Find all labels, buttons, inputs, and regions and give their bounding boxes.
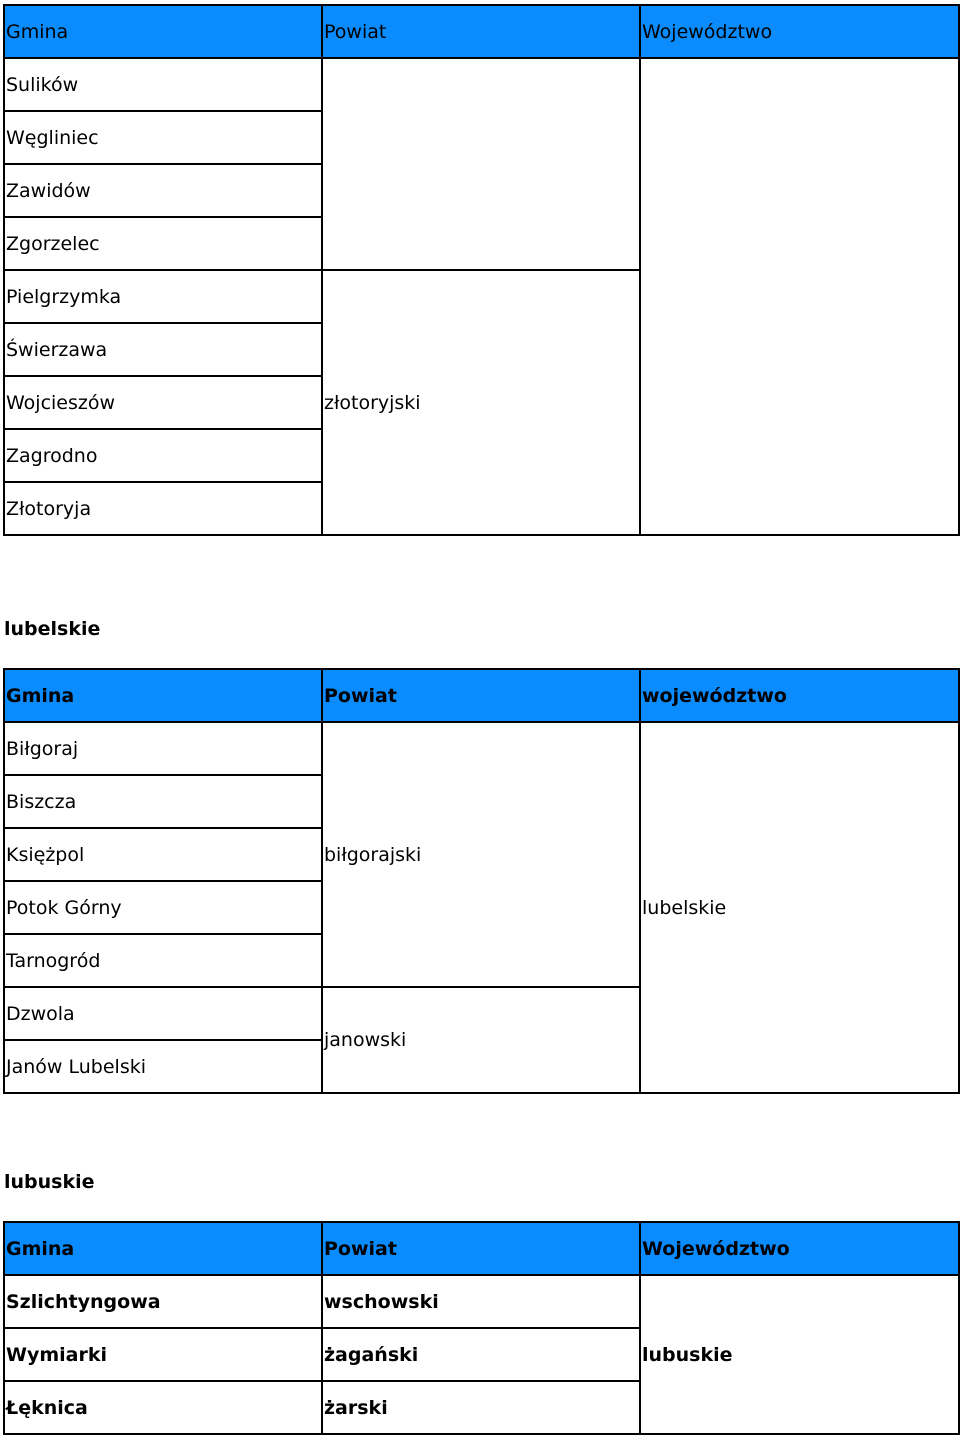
cell-powiat: janowski — [322, 987, 640, 1093]
cell-gmina: Zawidów — [4, 164, 322, 217]
cell-gmina: Zgorzelec — [4, 217, 322, 270]
table-header-row — [4, 669, 959, 722]
cell-powiat: biłgorajski — [322, 722, 640, 987]
cell-powiat: złotoryjski — [322, 270, 640, 535]
cell-wojewodztwo: lubelskie — [640, 722, 959, 1093]
section-title-lubelskie: lubelskie — [4, 618, 101, 640]
cell-powiat: żagański — [322, 1328, 640, 1381]
cell-gmina: Węgliniec — [4, 111, 322, 164]
cell-gmina: Złotoryja — [4, 482, 322, 535]
table-row — [4, 1275, 959, 1328]
header-powiat: Powiat — [322, 669, 640, 722]
header-powiat: Powiat — [322, 1222, 640, 1275]
table-lubuskie — [3, 1221, 960, 1435]
cell-powiat: żarski — [322, 1381, 640, 1434]
cell-wojewodztwo: lubuskie — [640, 1275, 959, 1434]
cell-gmina: Pielgrzymka — [4, 270, 322, 323]
header-wojewodztwo: Województwo — [640, 1222, 959, 1275]
cell-gmina: Wojcieszów — [4, 376, 322, 429]
cell-powiat — [322, 58, 640, 270]
table-lubelskie — [3, 668, 960, 1094]
cell-gmina: Księżpol — [4, 828, 322, 881]
table-header-row — [4, 5, 959, 58]
cell-gmina: Potok Górny — [4, 881, 322, 934]
cell-gmina: Biszcza — [4, 775, 322, 828]
table-dolnoslaskie — [3, 4, 960, 536]
cell-gmina: Tarnogród — [4, 934, 322, 987]
header-wojewodztwo: Województwo — [640, 5, 959, 58]
table-header-row — [4, 1222, 959, 1275]
header-gmina: Gmina — [4, 1222, 322, 1275]
cell-powiat: wschowski — [322, 1275, 640, 1328]
cell-gmina: Biłgoraj — [4, 722, 322, 775]
cell-gmina: Janów Lubelski — [4, 1040, 322, 1093]
section-title-lubuskie: lubuskie — [4, 1171, 95, 1193]
cell-gmina: Dzwola — [4, 987, 322, 1040]
header-gmina: Gmina — [4, 669, 322, 722]
cell-gmina: Szlichtyngowa — [4, 1275, 322, 1328]
header-wojewodztwo: województwo — [640, 669, 959, 722]
cell-gmina: Zagrodno — [4, 429, 322, 482]
table-row — [4, 58, 959, 111]
cell-gmina: Sulików — [4, 58, 322, 111]
header-powiat: Powiat — [322, 5, 640, 58]
header-gmina: Gmina — [4, 5, 322, 58]
cell-gmina: Wymiarki — [4, 1328, 322, 1381]
cell-gmina: Świerzawa — [4, 323, 322, 376]
cell-wojewodztwo — [640, 58, 959, 535]
cell-gmina: Łęknica — [4, 1381, 322, 1434]
table-row — [4, 722, 959, 775]
